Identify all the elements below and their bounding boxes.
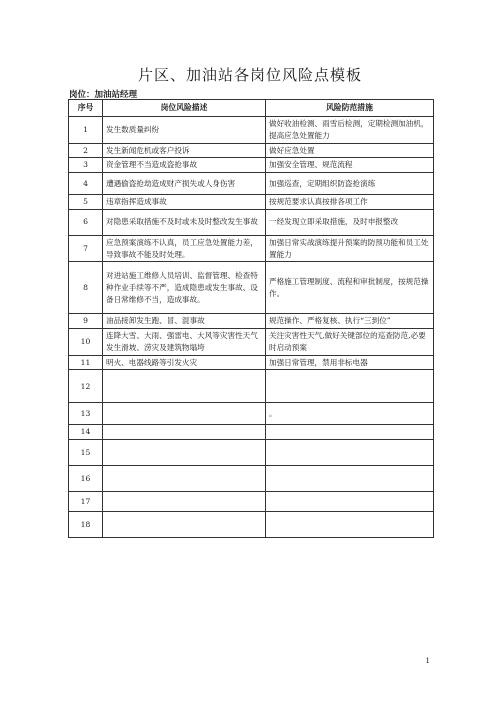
row-measure: 严格施工管理制度、流程和审批制度，按规范操作。: [266, 262, 434, 314]
row-measure: 加强日常管理，禁用非标电器: [266, 355, 434, 370]
row-no: 9: [69, 314, 103, 329]
row-no: 1: [69, 117, 103, 144]
row-risk: 对进站施工维修人员培训、监督管理、检查特种作业手续等不严，造成隐患或发生事故、设备日常维修不当，造成事故。: [103, 262, 266, 314]
table-row: [69, 209, 434, 235]
table-row: [69, 143, 434, 158]
table-row: [69, 329, 434, 356]
row-risk: [103, 403, 266, 425]
row-risk: [103, 466, 266, 492]
row-risk: 发生新闻危机或客户投诉: [103, 143, 266, 158]
row-no: 11: [69, 355, 103, 370]
post-label: 岗位：加油站经理: [69, 90, 138, 100]
row-measure: 按规范要求认真按排各项工作: [266, 195, 434, 210]
row-measure: 加强巡查，定期组织防盗抢演练: [266, 173, 434, 195]
page-number: 1: [425, 657, 430, 665]
row-measure: [266, 492, 434, 512]
row-measure: 关注灾害性天气,做好关键部位的巡查防范,必要时启动预案: [266, 329, 434, 356]
table-row: [69, 440, 434, 466]
row-risk: 遭遇偷盗抢劫造成财产损失或人身伤害: [103, 173, 266, 195]
row-no: 16: [69, 466, 103, 492]
row-no: 14: [69, 425, 103, 440]
header-risk: 岗位风险描述: [103, 100, 266, 117]
row-no: 7: [69, 235, 103, 262]
row-risk: [103, 370, 266, 403]
table-row: [69, 158, 434, 173]
table-row: [69, 173, 434, 195]
row-measure: [266, 370, 434, 403]
row-risk: [103, 512, 266, 538]
row-measure: 加强日常实战演练提升预案的防预功能和员工处置能力: [266, 235, 434, 262]
row-risk: 对隐患采取措施不及时或未及时整改发生事故: [103, 209, 266, 235]
table-row: [69, 512, 434, 538]
row-no: 18: [69, 512, 103, 538]
risk-table: [68, 99, 434, 538]
row-no: 10: [69, 329, 103, 356]
table-row: [69, 195, 434, 210]
row-risk: [103, 492, 266, 512]
row-measure: 做好应急处置: [266, 143, 434, 158]
row-no: 8: [69, 262, 103, 314]
row-no: 12: [69, 370, 103, 403]
table-row: [69, 466, 434, 492]
row-measure: [266, 512, 434, 538]
table-row: [69, 355, 434, 370]
row-risk: [103, 440, 266, 466]
row-risk: [103, 425, 266, 440]
row-no: 3: [69, 158, 103, 173]
row-risk: 油品接卸发生跑、冒、混事故: [103, 314, 266, 329]
table-row: [69, 117, 434, 144]
row-measure: 规范操作、严格复核、执行“三到位”: [266, 314, 434, 329]
row-measure: [266, 425, 434, 440]
row-no: 15: [69, 440, 103, 466]
row-risk: 连降大雪、大雨、强雷电、大风等灾害性天气发生滑坡、涝灾及建筑物塌垮: [103, 329, 266, 356]
row-measure: [266, 466, 434, 492]
header-no: 序号: [69, 100, 103, 117]
row-risk: 发生数质量纠纷: [103, 117, 266, 144]
header-measure: 风险防范措施: [266, 100, 434, 117]
row-risk: 应急预案演练不认真，员工应急处置能力差，导致事故不能及时处理。: [103, 235, 266, 262]
row-no: 13: [69, 403, 103, 425]
table-row: [69, 314, 434, 329]
row-risk: 违章指挥造成事故: [103, 195, 266, 210]
row-measure: 。: [266, 403, 434, 425]
row-measure: 一经发现立即采取措施，及时申报整改: [266, 209, 434, 235]
table-row: [69, 425, 434, 440]
row-no: 6: [69, 209, 103, 235]
row-no: 4: [69, 173, 103, 195]
row-no: 17: [69, 492, 103, 512]
table-header-row: [69, 100, 434, 117]
row-no: 5: [69, 195, 103, 210]
row-measure: [266, 440, 434, 466]
row-no: 2: [69, 143, 103, 158]
table-row: [69, 370, 434, 403]
table-row: [69, 235, 434, 262]
table-row: [69, 403, 434, 425]
row-risk: 资金管理不当造成盗抢事故: [103, 158, 266, 173]
row-measure: 做好收油检测、雨雪后检测，定期检测加油机，提高应急处置能力: [266, 117, 434, 144]
row-measure: 加强安全管理、规范流程: [266, 158, 434, 173]
table-row: [69, 262, 434, 314]
row-risk: 明火、电器线路等引发火灾: [103, 355, 266, 370]
page-title: 片区、加油站各岗位风险点模板: [137, 66, 362, 84]
table-row: [69, 492, 434, 512]
